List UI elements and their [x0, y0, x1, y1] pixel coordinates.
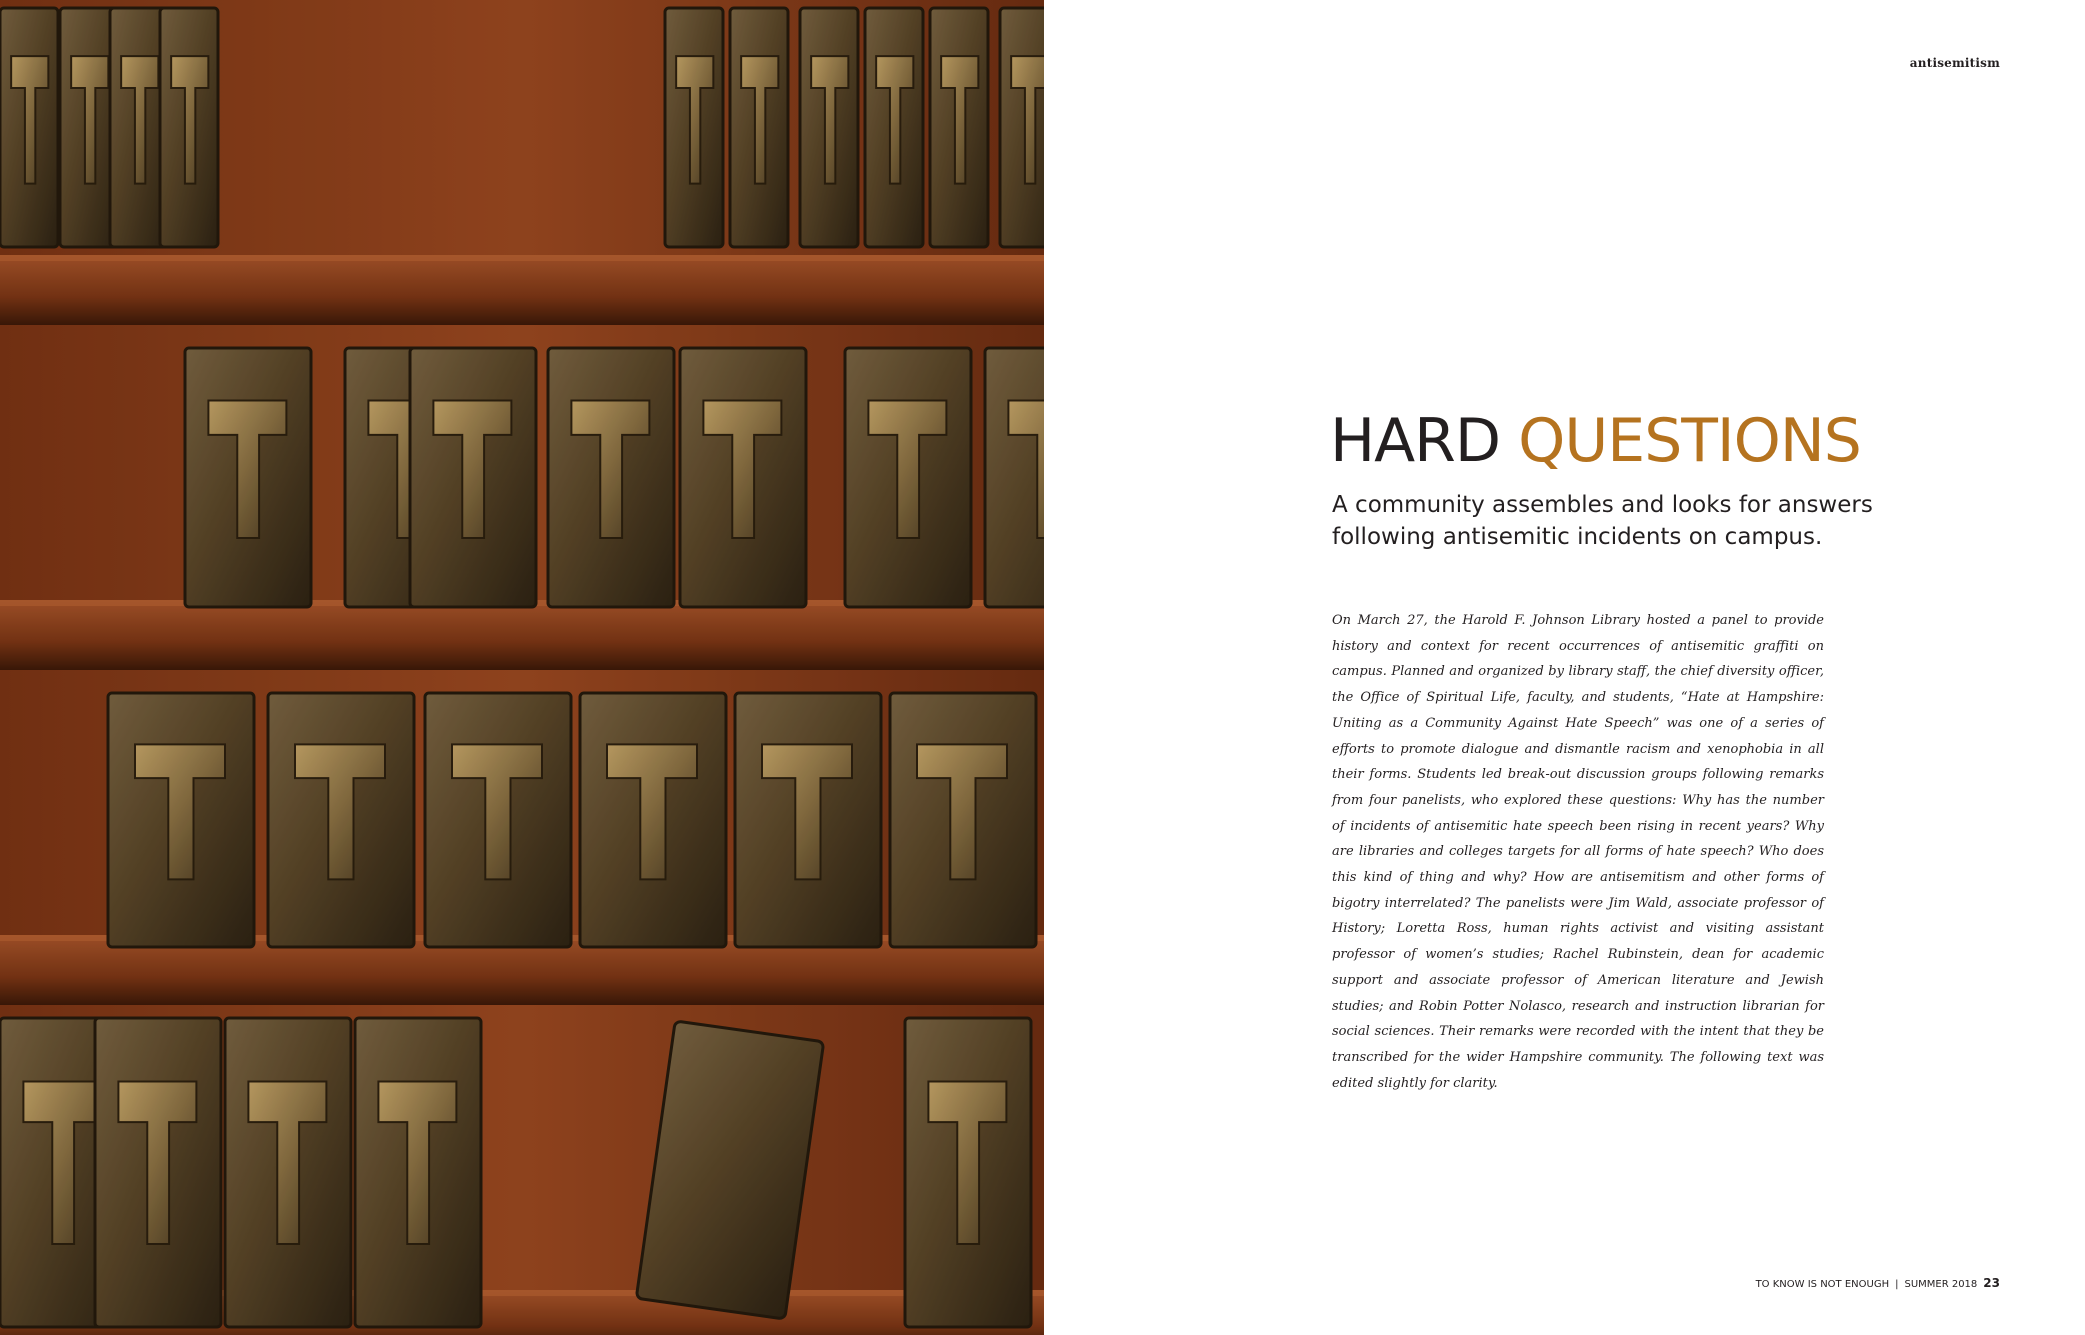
section-label: antisemitism [1909, 56, 2000, 70]
body-paragraph: On March 27, the Harold F. Johnson Library hosted a panel to provide history and context for recent occurrences of antisemitic graffiti on campus. Planned and organized by library staff, the chief diversity officer, the Office of Spiritual Life, faculty, and students, “Hate at Hampshire: Uniting as a Community Against Hate Speech” was one of a series of efforts to promote dialogue and dismantle racism and xenophobia in all their forms. Students led break-out discussion groups following remarks from four panelists, who explored these questions: Why has the number of incidents of antisemitic hate speech been rising in recent years? Why are libraries and colleges targets for all forms of hate speech? Who does this kind of thing and why? How are antisemitism and other forms of bigotry interrelated? The panelists were Jim Wald, associate professor of History; Loretta Ross, human rights activist and visiting assistant professor of women’s studies; Rachel Rubinstein, dean for academic support and associate professor of American literature and Jewish studies; and Robin Potter Nolasco, research and instruction librarian for social sciences. Their remarks were recorded with the intent that they be transcribed for the wider Hampshire community. The following text was edited slightly for clarity. [1332, 613, 1824, 1091]
publication-name: TO KNOW IS NOT ENOUGH [1755, 1279, 1890, 1290]
page-footer [1756, 1276, 2000, 1290]
page-number: 23 [1983, 1276, 2000, 1290]
subhead: A community assembles and looks for answers following antisemitic incidents on campus. [1332, 492, 1873, 550]
footer-separator: | [1895, 1279, 1899, 1290]
headline [1330, 405, 1861, 477]
headline-part-1: HARD [1330, 406, 1501, 476]
headline-part-2-accent: QUESTIONS [1518, 406, 1861, 476]
issue-label: SUMMER 2018 [1904, 1279, 1978, 1290]
